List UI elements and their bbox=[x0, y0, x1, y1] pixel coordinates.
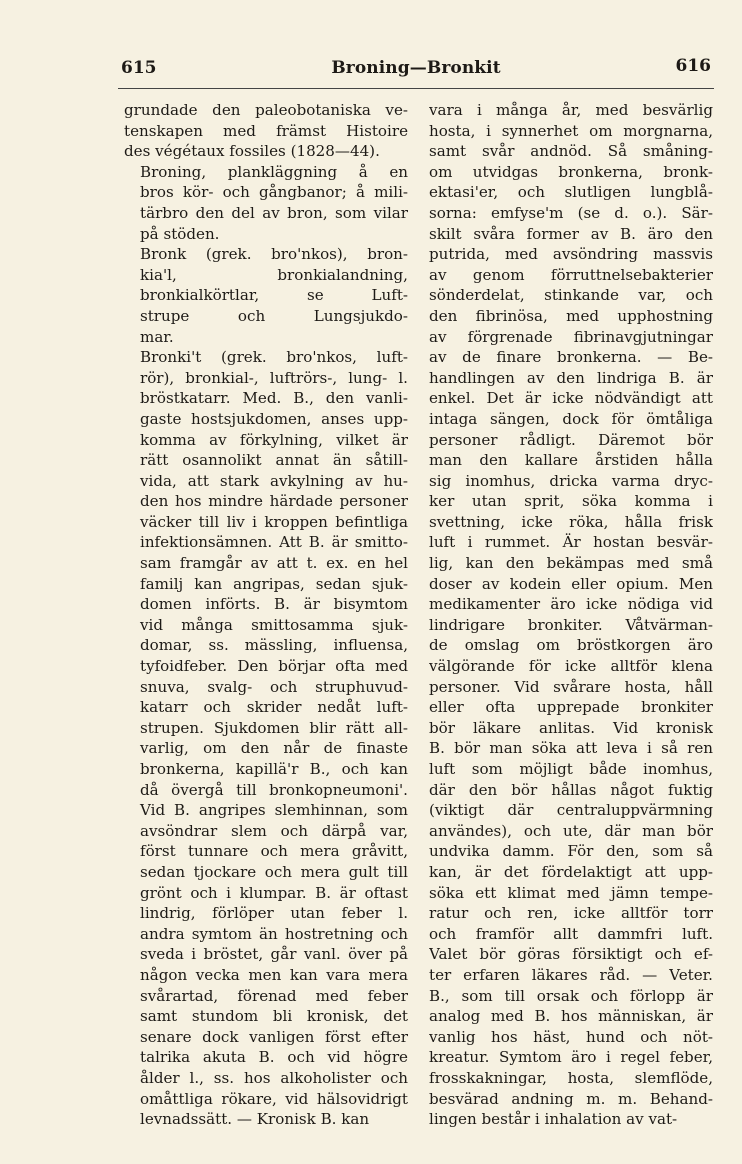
text-line: putrida, med avsöndring massvis bbox=[429, 245, 713, 264]
text-line: luft i rummet. Är hostan besvär- bbox=[429, 533, 713, 552]
text-line: på stöden. bbox=[140, 224, 220, 243]
text-line: söka ett klimat med jämn tempe- bbox=[429, 883, 713, 902]
text-line: Valet bör göras försiktigt och ef- bbox=[429, 945, 713, 964]
text-line: först tunnare och mera gråvitt, bbox=[140, 842, 408, 861]
text-line: omåttliga rökare, vid hälsovidrigt bbox=[140, 1089, 408, 1108]
text-line: eller ofta upprepade bronkiter bbox=[429, 698, 713, 717]
text-line: sig inomhus, dricka varma dryc- bbox=[429, 471, 713, 490]
text-line: enkel. Det är icke nödvändigt att bbox=[429, 389, 713, 408]
text-line: kreatur. Symtom äro i regel feber, bbox=[429, 1048, 713, 1067]
text-line: av förgrenade fibrinavgjutningar bbox=[429, 327, 713, 346]
text-line: skilt svåra former av B. äro den bbox=[429, 224, 713, 243]
text-line: strupe och Lungsjukdo- bbox=[140, 306, 408, 325]
text-line: personer rådligt. Däremot bör bbox=[429, 430, 713, 449]
text-line: familj kan angripas, sedan sjuk- bbox=[140, 574, 408, 593]
text-line: man den kallare årstiden hålla bbox=[429, 451, 713, 470]
running-title: Broning—Bronkit bbox=[331, 58, 501, 78]
text-line: doser av kodein eller opium. Men bbox=[429, 574, 713, 593]
text-line: varlig, om den når de finaste bbox=[140, 739, 408, 758]
text-line: den hos mindre härdade personer bbox=[140, 492, 408, 511]
text-line: handlingen av den lindriga B. är bbox=[429, 368, 713, 387]
text-line: användes), och ute, där man bör bbox=[429, 821, 713, 840]
dictionary-entry bbox=[124, 162, 408, 244]
text-line: mar. bbox=[140, 327, 174, 346]
text-line: svårartad, förenad med feber bbox=[140, 986, 408, 1005]
text-line: infektionsämnen. Att B. är smitto- bbox=[140, 533, 408, 552]
text-line: analog med B. hos människan, är bbox=[429, 1007, 713, 1026]
right-page-number: 616 bbox=[675, 56, 711, 76]
text-line: domar, ss. mässling, influensa, bbox=[140, 636, 408, 655]
text-line: bros kör- och gångbanor; å mili- bbox=[140, 183, 408, 202]
text-line: ektasi'er, och slutligen lungblå- bbox=[429, 183, 713, 202]
text-line: bronkialkörtlar, se Luft- bbox=[140, 286, 408, 305]
text-line: den fibrinösa, med upphostning bbox=[429, 306, 713, 325]
text-line: katarr och skrider nedåt luft- bbox=[140, 698, 408, 717]
text-line: senare dock vanligen först efter bbox=[140, 1027, 408, 1046]
text-line: vida, att stark avkylning av hu- bbox=[140, 471, 408, 490]
text-line: ratur och ren, icke alltför torr bbox=[429, 904, 713, 923]
text-line: sönderdelat, stinkande var, och bbox=[429, 286, 713, 305]
text-line: ter erfaren läkares råd. — Veter. bbox=[429, 965, 713, 984]
text-line: kan, är det fördelaktigt att upp- bbox=[429, 862, 713, 881]
text-line: sorna: emfyse'm (se d. o.). Sär- bbox=[429, 203, 713, 222]
text-line: gaste hostsjukdomen, anses upp- bbox=[140, 409, 408, 428]
text-line: de omslag om bröstkorgen äro bbox=[429, 636, 713, 655]
text-line: avsöndrar slem och därpå var, bbox=[140, 821, 408, 840]
text-line: B., som till orsak och förlopp är bbox=[429, 986, 713, 1005]
text-line: om utvidgas bronkerna, bronk- bbox=[429, 162, 713, 181]
text-line: av genom förruttnelsebakterier bbox=[429, 265, 713, 284]
text-line: bröstkatarr. Med. B., den vanli- bbox=[140, 389, 408, 408]
text-line: sedan tjockare och mera gult till bbox=[140, 862, 408, 881]
text-line: samt stundom bli kronisk, det bbox=[140, 1007, 408, 1026]
text-line: välgörande för icke alltför klena bbox=[429, 657, 713, 676]
text-line: där den bör hållas något fuktig bbox=[429, 780, 713, 799]
text-line: vanlig hos häst, hund och nöt- bbox=[429, 1027, 713, 1046]
text-line: och framför allt dammfri luft. bbox=[429, 924, 713, 943]
right-column bbox=[429, 100, 713, 1130]
text-line: lindrigare bronkiter. Våtvärman- bbox=[429, 615, 713, 634]
text-line: domen införts. B. är bisymtom bbox=[140, 595, 408, 614]
text-line: svettning, icke röka, hålla frisk bbox=[429, 512, 713, 531]
text-line: grundade den paleobotaniska ve- bbox=[124, 101, 408, 119]
text-line: des végétaux fossiles (1828—44). bbox=[124, 142, 380, 161]
text-line: vara i många år, med besvärlig bbox=[429, 101, 713, 119]
text-line: rätt osannolikt annat än såtill- bbox=[140, 451, 408, 470]
text-line: levnadssätt. — Kronisk B. kan bbox=[140, 1110, 370, 1129]
text-line: (viktigt där centraluppvärmning bbox=[429, 801, 713, 820]
text-line: Bronki't (grek. bro'nkos, luft- bbox=[140, 348, 408, 367]
text-line: intaga sängen, dock för ömtåliga bbox=[429, 409, 713, 428]
text-line: lindrig, förlöper utan feber l. bbox=[140, 904, 408, 923]
dictionary-entry bbox=[124, 244, 408, 347]
text-line: komma av förkylning, vilket är bbox=[140, 430, 408, 449]
text-line: medikamenter äro icke nödiga vid bbox=[429, 595, 713, 614]
left-column bbox=[124, 100, 408, 1130]
text-line: andra symtom än hostretning och bbox=[140, 924, 408, 943]
text-line: personer. Vid svårare hosta, håll bbox=[429, 677, 713, 696]
text-line: samt svår andnöd. Så småning- bbox=[429, 142, 713, 161]
text-line: undvika damm. För den, som så bbox=[429, 842, 713, 861]
text-line: tenskapen med främst Histoire bbox=[124, 121, 408, 140]
text-line: Vid B. angripes slemhinnan, som bbox=[140, 801, 408, 820]
page-header bbox=[121, 58, 711, 86]
text-line: ålder l., ss. hos alkoholister och bbox=[140, 1068, 408, 1087]
header-rule bbox=[118, 88, 714, 89]
text-line: av de finare bronkerna. — Be- bbox=[429, 348, 713, 367]
text-line: grönt och i klumpar. B. är oftast bbox=[140, 883, 408, 902]
text-line: hosta, i synnerhet om morgnarna, bbox=[429, 121, 713, 140]
text-line: Bronk (grek. bro'nkos), bron- bbox=[140, 245, 408, 264]
text-line: bronkerna, kapillä'r B., och kan bbox=[140, 760, 408, 778]
text-line: Broning, plankläggning å en bbox=[140, 162, 408, 181]
dictionary-entry bbox=[124, 347, 408, 1130]
text-line: lingen består i inhalation av vat- bbox=[429, 1110, 678, 1129]
text-line: kia'l, bronkialandning, bbox=[140, 265, 408, 284]
text-line: bör läkare anlitas. Vid kronisk bbox=[429, 718, 713, 737]
continued-text bbox=[124, 100, 408, 162]
text-line: vid många smittosamma sjuk- bbox=[140, 615, 408, 634]
text-line: luft som möjligt både inomhus, bbox=[429, 760, 713, 778]
text-line: rör), bronkial-, luftrörs-, lung- l. bbox=[140, 368, 408, 387]
text-line: ker utan sprit, söka komma i bbox=[429, 492, 713, 511]
text-line: snuva, svalg- och struphuvud- bbox=[140, 677, 408, 696]
left-page-number: 615 bbox=[121, 58, 157, 78]
text-line: frosskakningar, hosta, slemflöde, bbox=[429, 1068, 713, 1087]
text-line: då övergå till bronkopneumoni'. bbox=[140, 780, 408, 799]
text-line: sveda i bröstet, går vanl. över på bbox=[140, 945, 408, 964]
text-line: sam framgår av att t. ex. en hel bbox=[140, 554, 408, 573]
text-line: B. bör man söka att leva i så ren bbox=[429, 739, 713, 758]
continued-text bbox=[429, 100, 713, 1130]
text-line: besvärad andning m. m. Behand- bbox=[429, 1089, 713, 1108]
text-line: tyfoidfeber. Den börjar ofta med bbox=[140, 657, 408, 676]
text-line: strupen. Sjukdomen blir rätt all- bbox=[140, 718, 408, 737]
text-line: någon vecka men kan vara mera bbox=[140, 965, 408, 984]
text-line: väcker till liv i kroppen befintliga bbox=[140, 512, 408, 531]
text-line: lig, kan den bekämpas med små bbox=[429, 554, 713, 573]
text-line: talrika akuta B. och vid högre bbox=[140, 1048, 408, 1067]
text-line: tärbro den del av bron, som vilar bbox=[140, 203, 408, 222]
